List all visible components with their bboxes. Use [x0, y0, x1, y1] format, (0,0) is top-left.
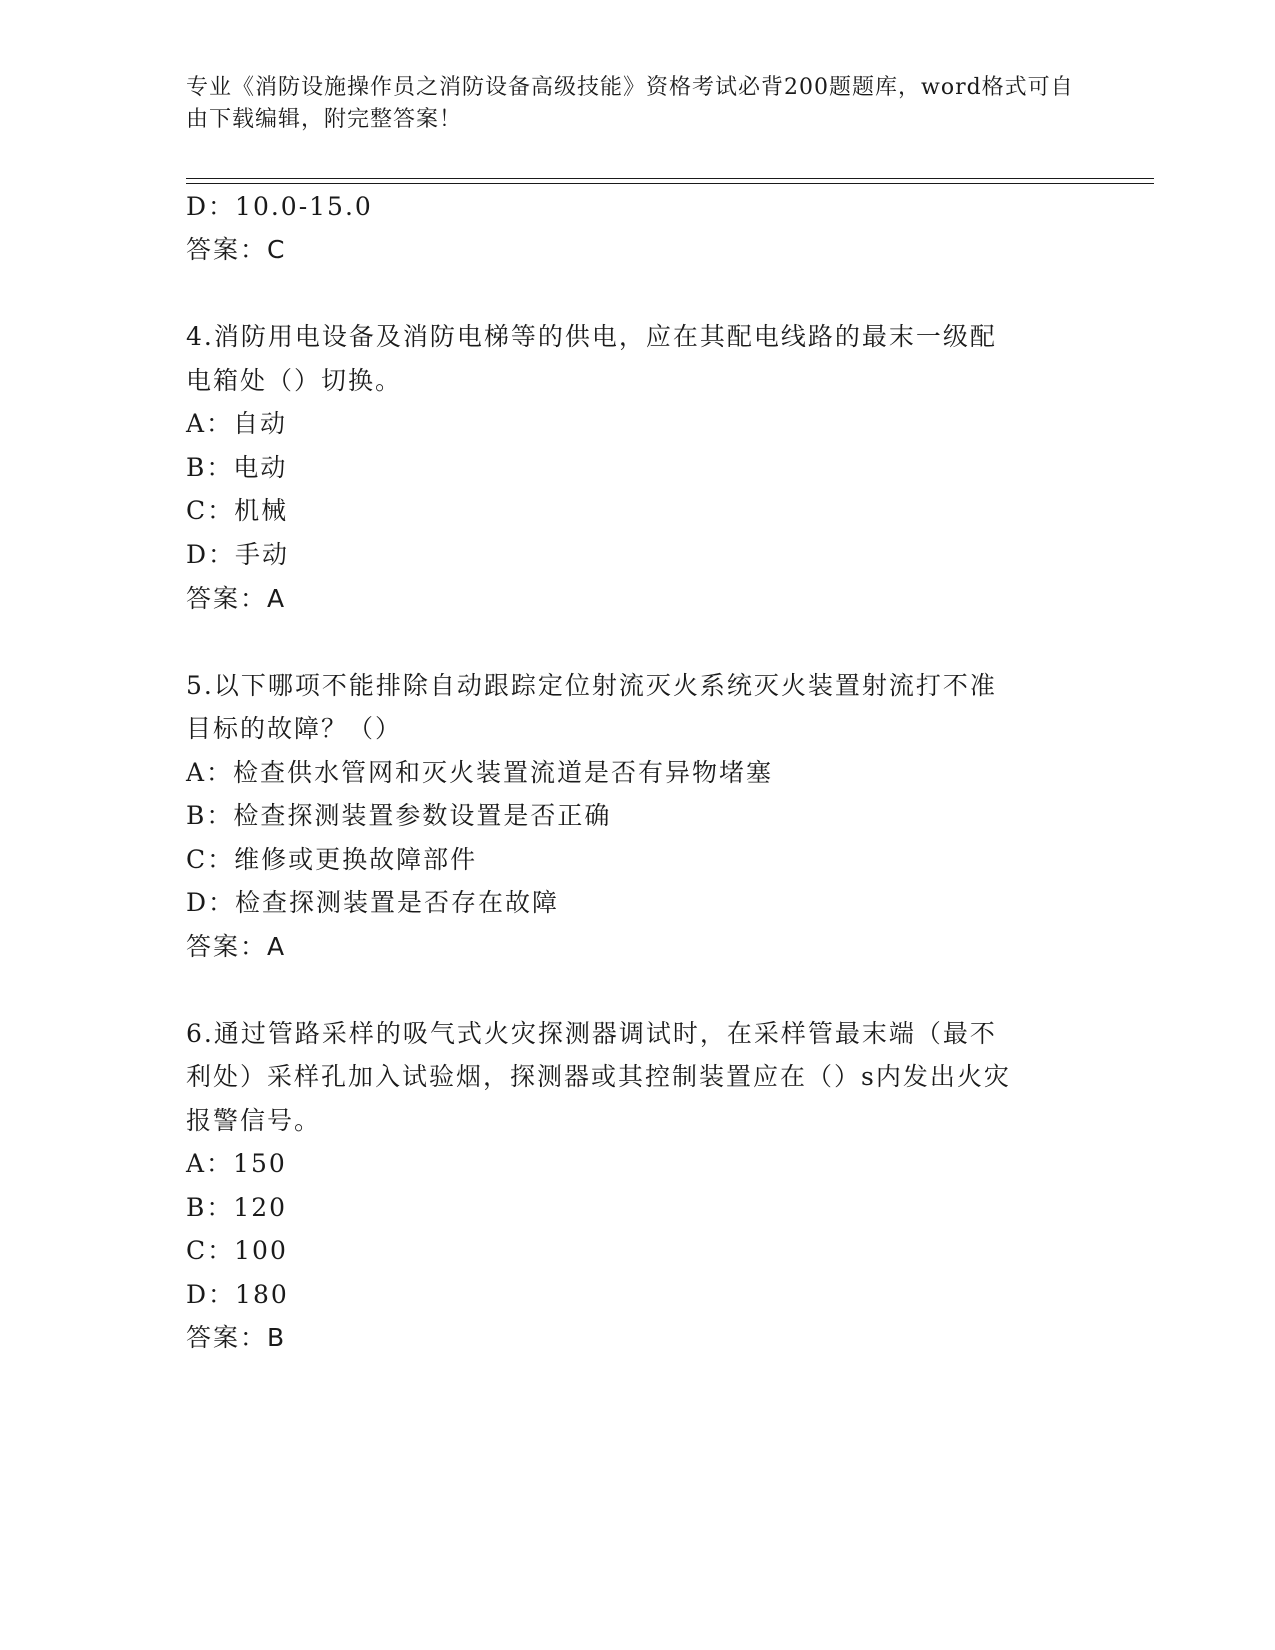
- question-4-option-b: B：电动: [186, 453, 288, 482]
- question-6-option-c: C：100: [186, 1236, 288, 1265]
- question-5-option-c: C：维修或更换故障部件: [186, 845, 478, 874]
- question-5-stem-line2: 目标的故障？（）: [186, 714, 403, 743]
- question-5-answer: 答案：A: [186, 932, 287, 961]
- question-4-option-d: D：手动: [186, 540, 290, 569]
- answer: 答案：C: [186, 235, 287, 264]
- question-4-answer: 答案：A: [186, 584, 287, 613]
- header-divider-bottom: [186, 183, 1154, 184]
- question-5-option-a: A：检查供水管网和灭火装置流道是否有异物堵塞: [186, 758, 774, 787]
- question-6-answer: 答案：B: [186, 1323, 287, 1352]
- question-4-stem-line1: 4.消防用电设备及消防电梯等的供电，应在其配电线路的最末一级配: [186, 322, 997, 351]
- question-6-stem-line2: 利处）采样孔加入试验烟，探测器或其控制装置应在（）s内发出火灾: [186, 1062, 1011, 1091]
- question-4-stem-line2: 电箱处（）切换。: [186, 366, 403, 395]
- question-4-option-a: A：自动: [186, 409, 288, 438]
- question-5-option-b: B：检查探测装置参数设置是否正确: [186, 801, 612, 830]
- question-4-option-c: C：机械: [186, 496, 289, 525]
- question-6-option-d: D：180: [186, 1280, 289, 1309]
- question-6-stem-line3: 报警信号。: [186, 1106, 322, 1135]
- question-6-stem-line1: 6.通过管路采样的吸气式火灾探测器调试时，在采样管最末端（最不: [186, 1019, 997, 1048]
- option-d: D：10.0-15.0: [186, 192, 373, 221]
- question-5-option-d: D：检查探测装置是否存在故障: [186, 888, 560, 917]
- question-6-option-a: A：150: [186, 1149, 287, 1178]
- document-header: 专业《消防设施操作员之消防设备高级技能》资格考试必背200题题库，word格式可自由下载编辑，附完整答案！: [186, 75, 1074, 132]
- question-6-option-b: B：120: [186, 1193, 288, 1222]
- header-divider-top: [186, 178, 1154, 179]
- question-5-stem-line1: 5.以下哪项不能排除自动跟踪定位射流灭火系统灭火装置射流打不准: [186, 671, 997, 700]
